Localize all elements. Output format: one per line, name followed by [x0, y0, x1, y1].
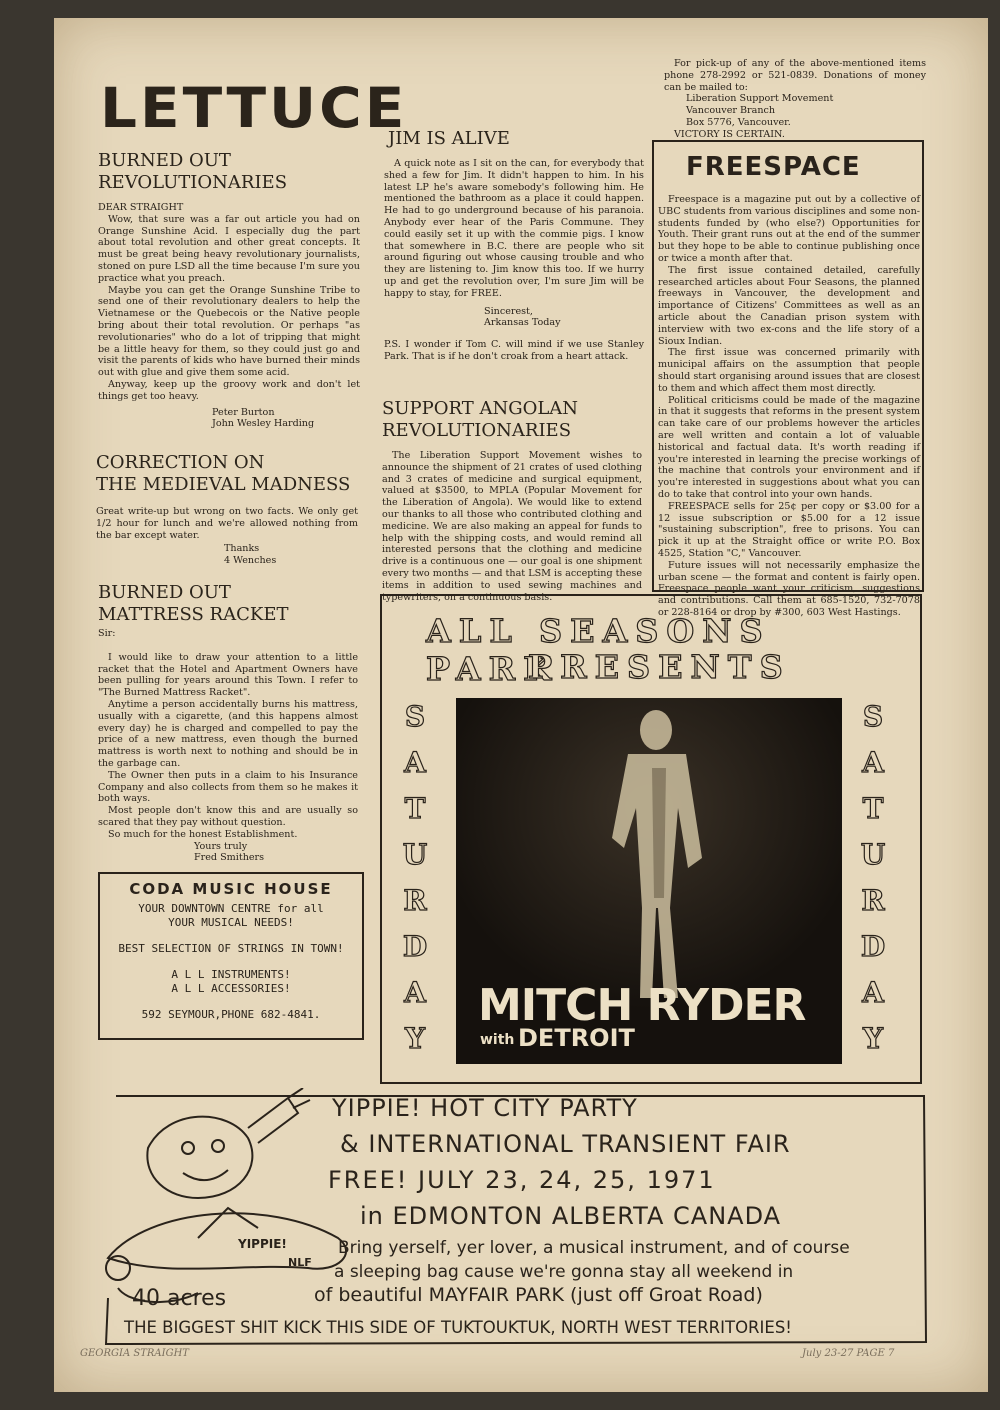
concert-poster [380, 594, 922, 1084]
flyer-line: Bring yerself, yer lover, a musical instrument, and of course [338, 1238, 850, 1258]
paragraph: The Owner then puts in a claim to his Insurance Company and also collects from them so he makes it both ways. [98, 769, 358, 805]
ad-line: BEST SELECTION OF STRINGS IN TOWN! [118, 942, 344, 955]
paragraph: The first issue was concerned primarily with municipal affairs on the assumption that people should start organising around issues that are closest to them and which affect them most directly. [658, 347, 920, 394]
footer-left: GEORGIA STRAIGHT [80, 1348, 189, 1359]
ad-line: A L L ACCESSORIES! [171, 982, 291, 995]
poster-subtitle: PRESENTS [528, 648, 791, 686]
flyer-line: of beautiful MAYFAIR PARK (just off Groat Road) [314, 1284, 763, 1306]
signature: John Wesley Harding [212, 418, 315, 430]
signature: Arkansas Today [484, 317, 561, 329]
pickup-info [664, 58, 926, 141]
flyer-line: FREE! JULY 23, 24, 25, 1971 [328, 1166, 716, 1194]
flyer-line: & INTERNATIONAL TRANSIENT FAIR [340, 1130, 791, 1158]
newspaper-page [54, 18, 988, 1392]
paragraph: FREESPACE sells for 25¢ per copy or $3.00 for a 12 issue subscription or $5.00 for a 12 issue "sustaining subscription", free to prisons. You can pick it up at the Straight office or write P.O. Box 4525, Station "C," Vancouver. [658, 500, 920, 559]
paragraph: The Liberation Support Movement wishes to announce the shipment of 21 crates of used clothing and 3 crates of medicine and surgical equipment, valued at $3500, to MPLA (Popular Movement for the Liberation of Angola). We would like to extend our thanks to all those who contributed clothing and medicine. We are also making an appeal for funds to help with the shipping costs, and would remind all interested persons that the clothing and medicine drive is a continuous one — our goal is one shipment every two months — and that LSM is accepting these items in addition to used sewing machines and typewriters, on a continuous basis. [382, 450, 642, 603]
address-line: Box 5776, Vancouver. [686, 116, 791, 128]
closing: VICTORY IS CERTAIN. [674, 128, 785, 140]
paragraph: A quick note as I sit on the can, for everybody that shed a few for Jim. It didn't happen to him. In his latest LP he's aware somebody's following him. He mentioned the bathroom as a place it could happen. He had to go underground because of his paranoia. Anybody ever hear of the Paris Commune. They could easily set it up with the commie pigs. I know that somewhere in B.C. there are people who sit around figuring out whose causing trouble and who they are listening to. Jim know this too. If we hurry up and get the revolution over, I'm sure Jim will be happy to stay, for FREE. [384, 158, 644, 299]
plane-label: YIPPIE! [238, 1237, 287, 1251]
headline: BURNED OUT [98, 150, 231, 171]
signature: Thanks [224, 543, 260, 555]
headline: REVOLUTIONARIES [382, 420, 572, 441]
paragraph: Political criticisms could be made of the magazine in that it suggests that reforms in the present system can take care of our problems however the articles are well written and contain a lot of valuable historical and factual data. It's worth reading if you're interested in learning the precise workings of the machine that controls your environment and if you're interested in suggestions about what you can do to take that control into your own hands. [658, 394, 920, 500]
paragraph: Anyway, keep up the groovy work and don't let things get too heavy. [98, 378, 360, 402]
ad-line: A L L INSTRUMENTS! [171, 968, 291, 981]
postscript: P.S. I wonder if Tom C. will mind if we use Stanley Park. That is if he don't croak from a heart attack. [384, 339, 644, 362]
flyer-line: 40 acres [132, 1286, 227, 1311]
masthead: LETTUCE [100, 75, 408, 141]
signature: 4 Wenches [224, 555, 277, 567]
paragraph: I would like to draw your attention to a little racket that the Hotel and Apartment Owners have been pulling for years around this Town. I refer to "The Burned Mattress Racket". [98, 651, 358, 699]
address-line: Liberation Support Movement [686, 93, 834, 105]
footer-right: July 23-27 PAGE 7 [802, 1348, 895, 1359]
letter-jim-is-alive [384, 128, 644, 363]
ad-title: CODA MUSIC HOUSE [129, 880, 333, 898]
performer-photo [456, 698, 842, 1064]
side-text-left: S A T U R D A Y [402, 700, 428, 1055]
letter-correction-medieval-madness [96, 452, 358, 567]
paragraph: So much for the honest Establishment. [108, 828, 298, 840]
paragraph: For pick-up of any of the above-mentioned items phone 278-2992 or 521-0839. Donations of money can be mailed to: [664, 58, 926, 93]
salutation: DEAR STRAIGHT [98, 202, 184, 213]
ad-line: YOUR MUSICAL NEEDS! [168, 916, 294, 929]
flyer-line: a sleeping bag cause we're gonna stay all weekend in [334, 1262, 794, 1282]
ad-line: YOUR DOWNTOWN CENTRE for all [138, 902, 324, 915]
with-label: with [480, 1032, 515, 1048]
headline: CORRECTION ON [96, 452, 265, 473]
plane-label: NLF [288, 1256, 312, 1269]
side-text-right: S A T U R D A Y [860, 700, 886, 1055]
freespace-box [652, 140, 924, 618]
paragraph: Freespace is a magazine put out by a collective of UBC students from various disciplines and some non-students funded by (who else?) Opportunities for Youth. Their grant runs out at the end of the summer but they hope to be able to continue publishing once or twice a month after that. [658, 194, 920, 264]
headline: MATTRESS RACKET [98, 604, 289, 625]
paragraph: Future issues will not necessarily emphasize the urban scene — the format and content is fairly open. Freespace people want your criticism, suggestions and contributions. Call them at 685-1520, 732-7078 or 228-8164 or drop by #300, 603 West Hastings. [658, 559, 920, 618]
flyer-line: YIPPIE! HOT CITY PARTY [332, 1094, 638, 1122]
headline: REVOLUTIONARIES [98, 172, 288, 193]
yippie-flyer [88, 1088, 928, 1352]
coda-music-house-ad [98, 872, 364, 1040]
signature: Peter Burton [212, 406, 275, 418]
poster-title: ALL SEASONS PARK [426, 612, 771, 688]
headline: JIM IS ALIVE [388, 128, 510, 149]
salutation: Sir: [98, 628, 116, 639]
signature: Sincerest, [484, 305, 533, 317]
headline: BURNED OUT [98, 582, 231, 603]
paragraph: Anytime a person accidentally burns his mattress, usually with a cigarette, (and this happens almost every day) he is charged and compelled to pay the price of a new mattress, even though the burned mattress is worth next to nothing and should be in the garbage can. [98, 698, 358, 769]
letter-burned-out-mattress-racket [98, 582, 358, 864]
paragraph: Maybe you can get the Orange Sunshine Tribe to send one of their revolutionary dealers to help the Vietnamese or the Quebecois or the Native people bring about their total revolution. Or perhaps "as revolutionaries" who do a lot of tripping that might be a little heavy for them, so they could just go and visit the parents of kids who have burned their minds out with glue and give them some acid. [98, 284, 360, 379]
signature: Yours truly [194, 840, 248, 852]
paragraph: The first issue contained detailed, carefully researched articles about Four Seasons, the planned freeways in Vancouver, the development and importance of Citizens' Committees as well as an article about the Canadian prison system with interview with two ex-cons and the life story of a Sioux Indian. [658, 264, 920, 347]
paragraph: Great write-up but wrong on two facts. We only get 1/2 hour for lunch and we're allowed nothing from the bar except water. [96, 506, 358, 541]
address-line: Vancouver Branch [686, 105, 776, 117]
flyer-line: in EDMONTON ALBERTA CANADA [360, 1202, 782, 1230]
signature: Fred Smithers [194, 852, 265, 864]
headline: THE MEDIEVAL MADNESS [96, 474, 351, 495]
headline: SUPPORT ANGOLAN [382, 398, 579, 419]
supporting-band: DETROIT [518, 1024, 635, 1052]
paragraph: Most people don't know this and are usually so scared that they pay without question. [98, 805, 358, 828]
box-title: FREESPACE [686, 152, 861, 182]
band-name: MITCH RYDER [478, 980, 806, 1031]
ad-line: 592 SEYMOUR,PHONE 682-4841. [141, 1008, 321, 1021]
flyer-line: THE BIGGEST SHIT KICK THIS SIDE OF TUKTOUKTUK, NORTH WEST TERRITORIES! [124, 1318, 792, 1337]
letter-burned-out-revolutionaries [98, 150, 360, 430]
article-support-angolan-revolutionaries [382, 398, 642, 603]
paragraph: Wow, that sure was a far out article you had on Orange Sunshine Acid. I especially dug the part about total revolution and other great concepts. It must be great being heavy revolutionary journalists, stoned on pure LSD all the time because I'm sure you practice what you preach. [98, 213, 360, 284]
